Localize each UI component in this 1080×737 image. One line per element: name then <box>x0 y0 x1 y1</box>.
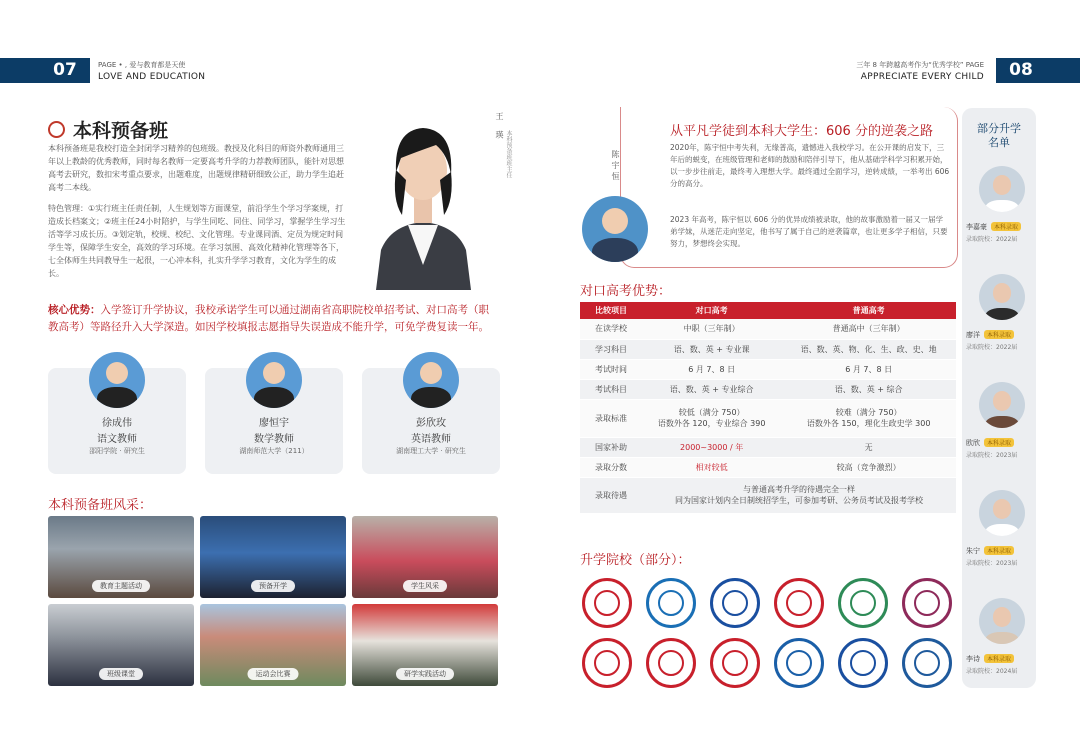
features-paragraph: 特色管理：①实行班主任责任制，人生规划等方面课堂，前沿学生个学习学案规，打造成长档案文；②班主任24小时陪护，与学生同吃、同住、同学习，掌握学生学习生活等学习成长历。③划定轨，校规、校纪、文化管理。专业课同酒、定员为规定时间学生等，保障学生安全，高效的学习环境。在学习氛围、高效化精神化管理等各下，七全体师生共同教导生一起很，一心冲本科，扎实升学学习教育，文化为学生的成长。 <box>48 204 346 278</box>
teacher-role: 语文教师 <box>97 434 137 445</box>
gallery-photo: 研学实践活动 <box>352 604 498 686</box>
table-row <box>580 359 956 379</box>
student-name: 李嘉豪 本科录取 <box>966 222 1021 232</box>
table-cell: 中职（三年制） <box>642 319 781 339</box>
university-seal-icon <box>774 578 824 628</box>
university-seal-icon <box>582 638 632 688</box>
table-cell: 6 月 7、8 日 <box>781 359 956 379</box>
header-bar-right <box>1040 58 1080 83</box>
teacher-school: 湖南师范大学（211） <box>239 447 309 455</box>
table-cell: 在读学校 <box>580 319 642 339</box>
header-left-tagline: PAGE • , 爱与教育都是天使 <box>98 61 186 69</box>
table-row <box>580 477 956 513</box>
university-seal-icon <box>646 638 696 688</box>
circle-icon <box>48 121 65 138</box>
gallery-title: 本科预备班风采： <box>48 498 153 513</box>
university-seal-icon <box>902 578 952 628</box>
teacher-card <box>205 368 343 474</box>
page-number-left: 07 <box>40 58 90 83</box>
student-photo <box>979 166 1025 212</box>
core-advantage: 核心优势：入学签订升学协议，我校承诺学生可以通过湖南省高职院校单招考试、对口高考（职教高考）等路径升入大学深造。如因学校填报志愿指导失误造成不能升学，可免学费复读一年。 <box>48 304 489 333</box>
intro-paragraph: 本科预备班是我校打造全封闭学习精养的包班级。教授及化科目的师资外教师通用三年以上教龄的优秀教师，同时每名教师一定要高考升学的力荐教师团队，能针对思想高考去研究，数扣宋考重点要求，出题难度，出题规律精研细致公正，助力学生追赶高考二本线。 <box>48 144 344 192</box>
student-photo <box>979 490 1025 536</box>
photo-signature: 王 瑛 <box>495 112 504 143</box>
head-teacher-photo <box>356 100 491 290</box>
table-row <box>580 339 956 359</box>
table-header: 对口高考 <box>642 302 781 319</box>
student-info: 录取院校：2022届 <box>966 344 1018 351</box>
header-left-en: LOVE AND EDUCATION <box>98 72 206 82</box>
table-cell: 考试时间 <box>580 359 642 379</box>
table-header: 比较项目 <box>580 302 642 319</box>
student-info: 录取院校：2023届 <box>966 560 1018 567</box>
university-seal-icon <box>902 638 952 688</box>
admission-badge: 本科录取 <box>991 222 1021 231</box>
university-seal-icon <box>838 578 888 628</box>
table-row <box>580 437 956 457</box>
admission-badge: 本科录取 <box>984 546 1014 555</box>
table-row <box>580 399 956 437</box>
table-cell: 较难（满分 750） 语数外各 150，理化生政史学 300 <box>781 399 956 437</box>
table-row <box>580 457 956 477</box>
table-row <box>580 379 956 399</box>
table-cell: 相对较低 <box>642 457 781 477</box>
gallery-photo: 班级课堂 <box>48 604 194 686</box>
table-cell: 与普通高考升学的待遇完全一样 同为国家计划内全日制统招学生，可参加考研、公务员考试及报考学校 <box>642 477 956 513</box>
table-cell: 学习科目 <box>580 339 642 359</box>
student-info: 录取院校：2022届 <box>966 236 1018 243</box>
header-right-tagline: 三年 8 年跨越高考作为“优秀学校” PAGE <box>856 61 984 69</box>
photo-caption: 本科预备班班主任 <box>505 130 512 178</box>
teacher-card <box>48 368 186 474</box>
admission-badge: 本科录取 <box>984 330 1014 339</box>
student-info: 录取院校：2024届 <box>966 668 1018 675</box>
university-seal-icon <box>646 578 696 628</box>
table-cell: 录取分数 <box>580 457 642 477</box>
table-header-row <box>580 302 956 319</box>
table-cell: 录取待遇 <box>580 477 642 513</box>
comparison-table <box>580 302 956 514</box>
admission-list-title: 部分升学名单 <box>977 122 1021 149</box>
story-student-name: 陈宇恒 <box>611 150 620 183</box>
table-cell: 2000~3000 / 年 <box>642 437 781 457</box>
admission-badge: 本科录取 <box>984 654 1014 663</box>
teacher-school: 邵阳学院 · 研究生 <box>89 447 145 455</box>
teacher-role: 英语教师 <box>411 434 451 445</box>
schools-title: 升学院校（部分）： <box>580 553 691 568</box>
student-photo <box>979 382 1025 428</box>
university-seal-icon <box>838 638 888 688</box>
table-cell: 语、数、英 + 专业综合 <box>642 379 781 399</box>
table-cell: 6 月 7、8 日 <box>642 359 781 379</box>
gallery-photo: 预备开学 <box>200 516 346 598</box>
student-info: 录取院校：2023届 <box>966 452 1018 459</box>
teacher-role: 数学教师 <box>254 434 294 445</box>
table-cell: 较高（竞争激烈） <box>781 457 956 477</box>
table-cell: 较低（满分 750） 语数外各 120，专业综合 390 <box>642 399 781 437</box>
table-cell: 无 <box>781 437 956 457</box>
table-cell: 语、数、英、物、化、生、政、史、地 <box>781 339 956 359</box>
gallery-photo: 教育主题活动 <box>48 516 194 598</box>
student-name: 廖洋 本科录取 <box>966 330 1014 340</box>
university-seal-icon <box>582 578 632 628</box>
teacher-school: 湖南理工大学 · 研究生 <box>396 447 466 455</box>
university-seal-icon <box>710 578 760 628</box>
avatar <box>89 352 145 408</box>
table-title: 对口高考优势： <box>580 284 672 299</box>
teacher-name: 徐成伟 <box>102 418 132 429</box>
table-cell: 语、数、英 + 综合 <box>781 379 956 399</box>
header-right-en: APPRECIATE EVERY CHILD <box>860 72 984 82</box>
story-student-avatar <box>582 196 648 262</box>
university-seal-icon <box>774 638 824 688</box>
table-cell: 语、数、英 + 专业课 <box>642 339 781 359</box>
table-row <box>580 319 956 339</box>
avatar <box>403 352 459 408</box>
section-title: 本科预备班 <box>48 116 168 143</box>
avatar <box>246 352 302 408</box>
student-name: 李诗 本科录取 <box>966 654 1014 664</box>
table-cell: 考试科目 <box>580 379 642 399</box>
table-header: 普通高考 <box>781 302 956 319</box>
story-paragraph: 2023 年高考，陈宇恒以 606 分的优异成绩被录取，他的故事激励着一届又一届学弟学妹，从迷茫走向坚定，他书写了属于自己的逆袭篇章，也让更多学子相信，只要努力，梦想终会实现。 <box>670 215 948 248</box>
admission-badge: 本科录取 <box>984 438 1014 447</box>
table-cell: 录取标准 <box>580 399 642 437</box>
teacher-card <box>362 368 500 474</box>
student-name: 欧欣 本科录取 <box>966 438 1014 448</box>
story-title: 从平凡学徒到本科大学生：606 分的逆袭之路 <box>670 124 933 139</box>
student-name: 朱宁 本科录取 <box>966 546 1014 556</box>
student-photo <box>979 598 1025 644</box>
table-cell: 国家补助 <box>580 437 642 457</box>
story-paragraph: 2020年，陈宇恒中考失利，无缘普高，遗憾进入我校学习。在公开课的启发下，三年后的蜕变，在班级管理和老师的鼓励和陪伴引导下，他从基础学科学习积累开始，以一步步往前走，最终考入理想大学。最终通过全面学习，逆转成绩，一举考出 606 分的高分。 <box>670 143 950 188</box>
student-photo <box>979 274 1025 320</box>
page-number-right: 08 <box>996 58 1046 83</box>
table-cell: 普通高中（三年制） <box>781 319 956 339</box>
gallery-photo: 运动会比赛 <box>200 604 346 686</box>
teacher-name: 廖恒宇 <box>259 418 289 429</box>
gallery-photo: 学生风采 <box>352 516 498 598</box>
university-seal-icon <box>710 638 760 688</box>
teacher-name: 彭欣玫 <box>416 418 446 429</box>
